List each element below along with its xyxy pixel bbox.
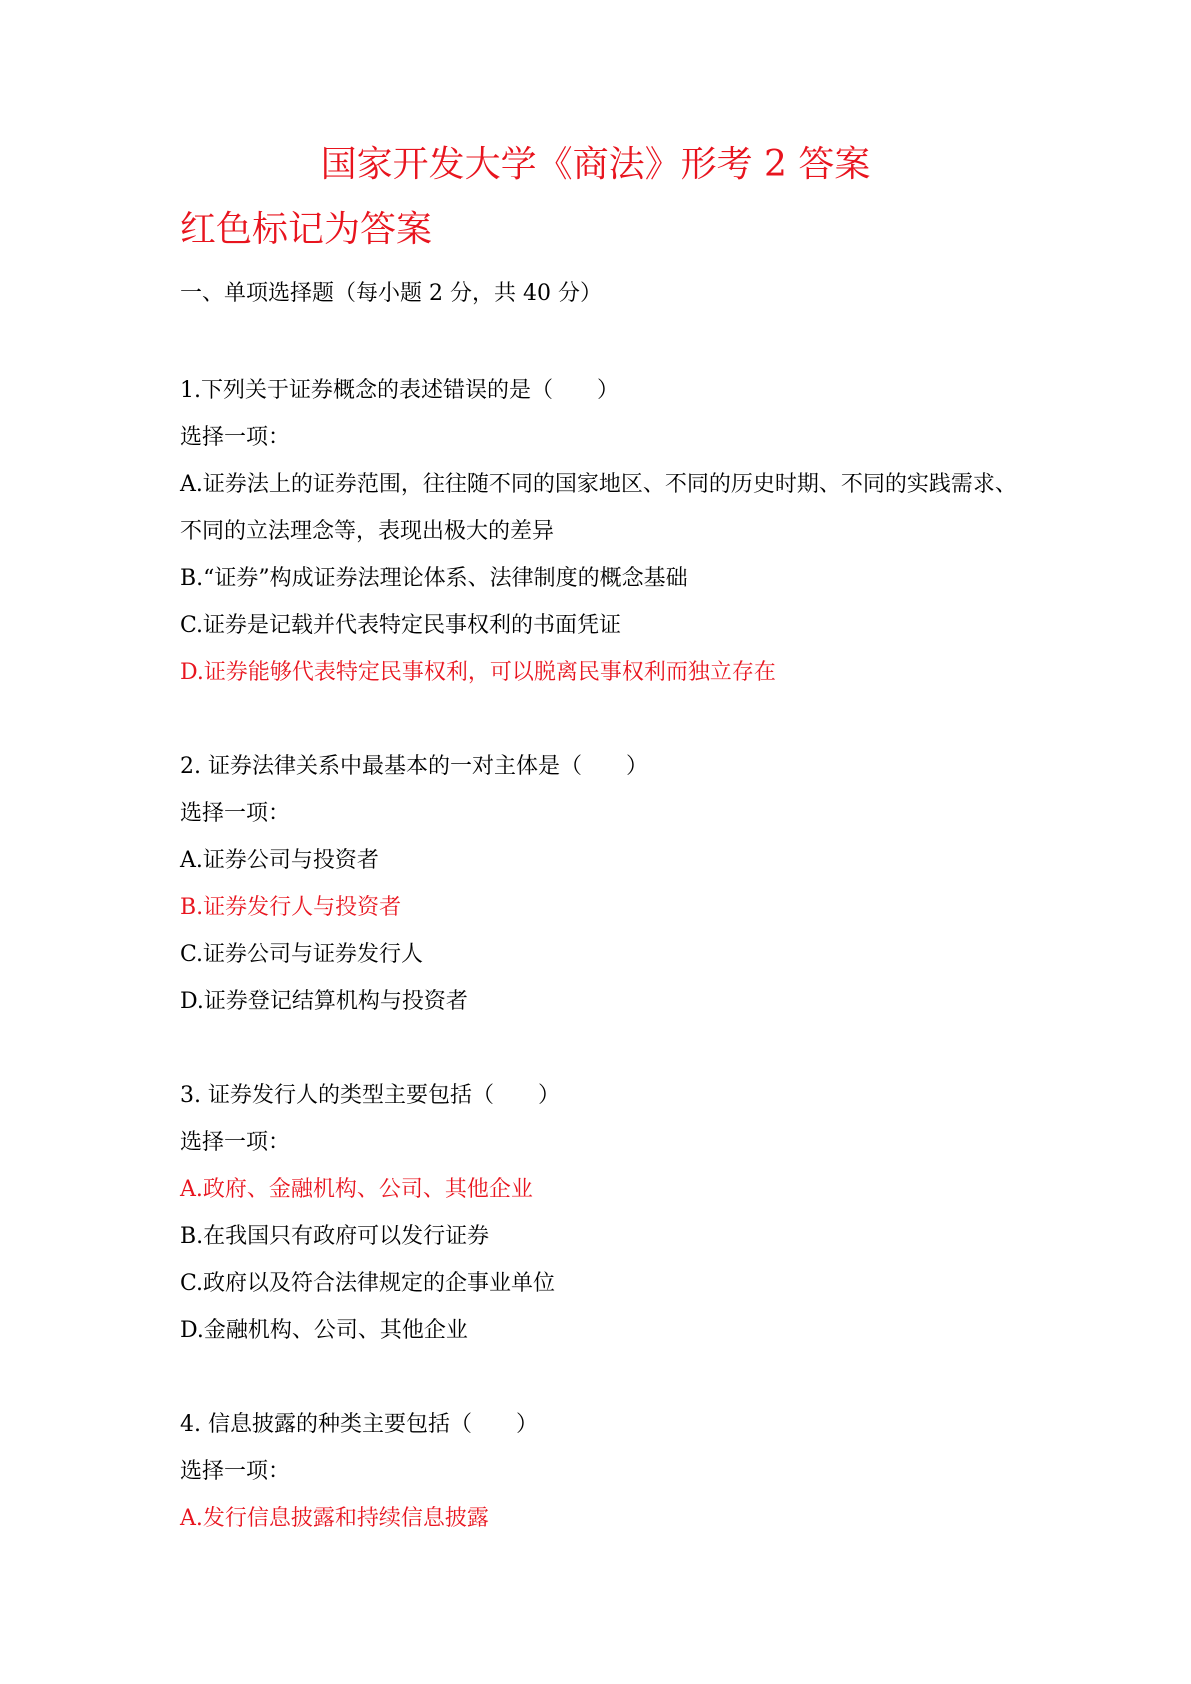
question-prompt: 选择一项： — [180, 1459, 291, 1484]
question-stem: 2. 证券法律关系中最基本的一对主体是（ ） — [180, 754, 648, 779]
question-stem: 4. 信息披露的种类主要包括（ ） — [180, 1412, 538, 1437]
option-b: B.“证券”构成证券法理论体系、法律制度的概念基础 — [180, 566, 688, 591]
question-3 — [180, 1072, 1030, 1354]
question-stem: 3. 证券发行人的类型主要包括（ ） — [180, 1083, 560, 1108]
question-prompt: 选择一项： — [180, 425, 291, 450]
option-a: A.证券法上的证券范围，往往随不同的国家地区、不同的历史时期、不同的实践需求、不同的立法理念等，表现出极大的差异 — [180, 472, 1017, 544]
document-title: 国家开发大学《商法》形考 2 答案 — [320, 144, 871, 185]
option-b-correct-answer: B.证券发行人与投资者 — [180, 895, 402, 920]
question-2 — [180, 743, 1030, 1025]
question-4 — [180, 1401, 1030, 1542]
option-d: D.金融机构、公司、其他企业 — [180, 1318, 468, 1343]
question-prompt: 选择一项： — [180, 1130, 291, 1155]
option-b: B.在我国只有政府可以发行证券 — [180, 1224, 490, 1249]
option-a-correct-answer: A.发行信息披露和持续信息披露 — [180, 1506, 489, 1531]
question-prompt: 选择一项： — [180, 801, 291, 826]
option-d: D.证券登记结算机构与投资者 — [180, 989, 468, 1014]
question-stem: 1.下列关于证券概念的表述错误的是（ ） — [180, 378, 619, 403]
document-subtitle: 红色标记为答案 — [180, 209, 433, 250]
question-1 — [180, 367, 1030, 696]
option-c: C.证券是记载并代表特定民事权利的书面凭证 — [180, 613, 622, 638]
option-a: A.证券公司与投资者 — [180, 848, 379, 873]
question-list — [180, 367, 1030, 1589]
section-heading: 一、单项选择题（每小题 2 分，共 40 分） — [180, 281, 602, 306]
option-c: C.证券公司与证券发行人 — [180, 942, 424, 967]
option-d-correct-answer: D.证券能够代表特定民事权利，可以脱离民事权利而独立存在 — [180, 660, 776, 685]
option-c: C.政府以及符合法律规定的企事业单位 — [180, 1271, 556, 1296]
option-a-correct-answer: A.政府、金融机构、公司、其他企业 — [180, 1177, 533, 1202]
